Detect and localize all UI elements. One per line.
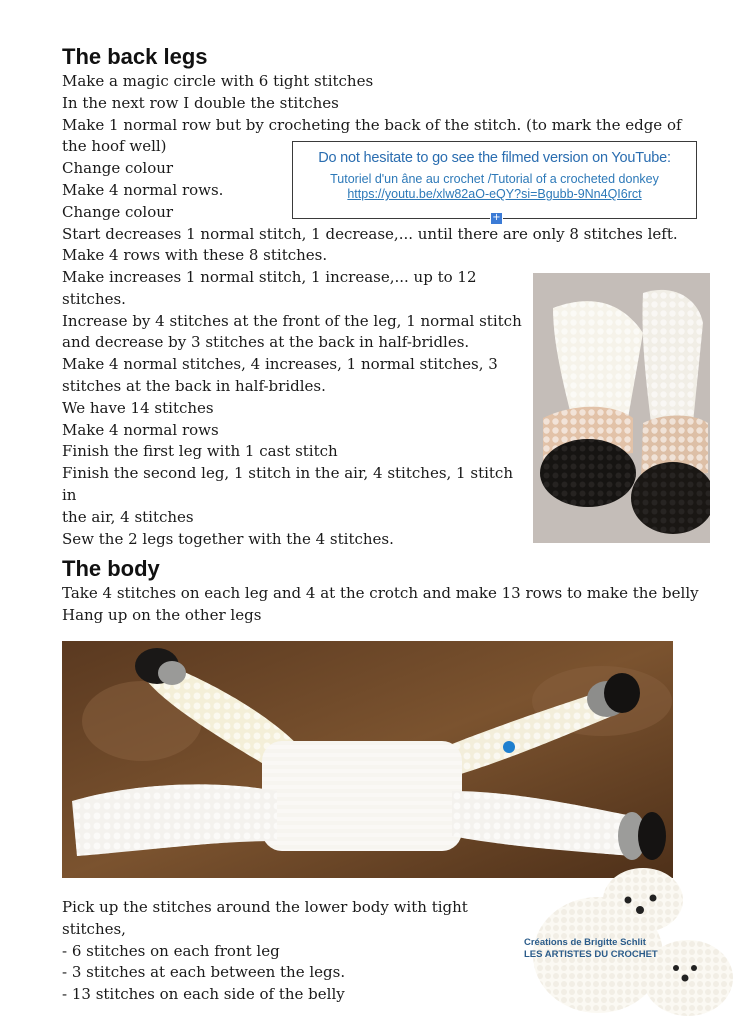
instruction-line: Pick up the stitches around the lower body with tight stitches, — [62, 898, 468, 938]
instruction-line: Take 4 stitches on each leg and 4 at the crotch and make 13 rows to make the belly — [62, 584, 699, 602]
brand-logo-text — [524, 937, 658, 961]
legs-photo — [533, 273, 710, 543]
instruction-line: We have 14 stitches — [62, 398, 214, 417]
instruction-line: Hang up on the other legs — [62, 605, 262, 624]
legs-photo-illustration — [533, 273, 710, 543]
instruction-line: Make 4 rows with these 8 stitches. — [62, 246, 328, 265]
instruction-line: - 6 stitches on each front leg — [62, 941, 280, 960]
body-instructions — [62, 583, 722, 627]
instruction-line: - 13 stitches on each side of the belly — [62, 985, 345, 1004]
plus-icon[interactable]: + — [490, 212, 503, 225]
instruction-line: Finish the first leg with 1 cast stitch — [62, 442, 338, 461]
instruction-line: Make 4 normal stitches, 4 increases, 1 normal stitches, 3 — [62, 355, 498, 374]
brand-creator: Créations de Brigitte Schlit — [524, 937, 646, 948]
back-legs-instructions-continued — [62, 267, 527, 550]
instruction-line: Increase by 4 stitches at the front of the leg, 1 normal stitch — [62, 311, 522, 330]
instruction-line: Make 4 normal rows — [62, 420, 219, 439]
instruction-line: In the next row I double the stitches — [62, 93, 339, 112]
brand-name: LES ARTISTES DU CROCHET — [524, 949, 658, 960]
body-photo-illustration — [62, 641, 673, 878]
body-heading: The body — [62, 556, 160, 581]
youtube-notice-title: Do not hesitate to go see the filmed version on YouTube: — [318, 150, 671, 166]
body-lower-instructions — [62, 897, 532, 1006]
instruction-line: stitches. — [62, 289, 126, 308]
body-photo — [62, 641, 673, 878]
instruction-line: Start decreases 1 normal stitch, 1 decrease,... until there are only 8 stitches left. — [62, 224, 678, 243]
instruction-line: Change colour — [62, 202, 174, 221]
instruction-line: stitches at the back in half-bridles. — [62, 376, 326, 395]
back-legs-heading: The back legs — [62, 44, 208, 69]
instruction-line: - 3 stitches at each between the legs. — [62, 963, 346, 982]
youtube-notice-box — [292, 141, 697, 223]
instruction-line: the hoof well) — [62, 137, 167, 156]
instruction-line: Make a magic circle with 6 tight stitches — [62, 72, 374, 90]
instruction-line: Make 1 normal row but by crocheting the back of the stitch. (to mark the edge of — [62, 115, 682, 134]
instruction-line: the air, 4 stitches — [62, 507, 194, 526]
instruction-line: Sew the 2 legs together with the 4 stitches. — [62, 529, 394, 548]
instruction-line: Make increases 1 normal stitch, 1 increase,... up to 12 — [62, 268, 477, 286]
instruction-line: Make 4 normal rows. — [62, 180, 224, 199]
youtube-notice-subtitle: Tutoriel d'un âne au crochet /Tutorial of a crocheted donkey — [330, 172, 659, 186]
instruction-line: Change colour — [62, 159, 174, 178]
youtube-link[interactable]: https://youtu.be/xlw82aO-eQY?si=Bgubb-9Nn4QI6rct — [347, 187, 642, 201]
instruction-line: Finish the second leg, 1 stitch in the air, 4 stitches, 1 stitch in — [62, 464, 513, 504]
instruction-line: and decrease by 3 stitches at the back in half-bridles. — [62, 333, 470, 352]
